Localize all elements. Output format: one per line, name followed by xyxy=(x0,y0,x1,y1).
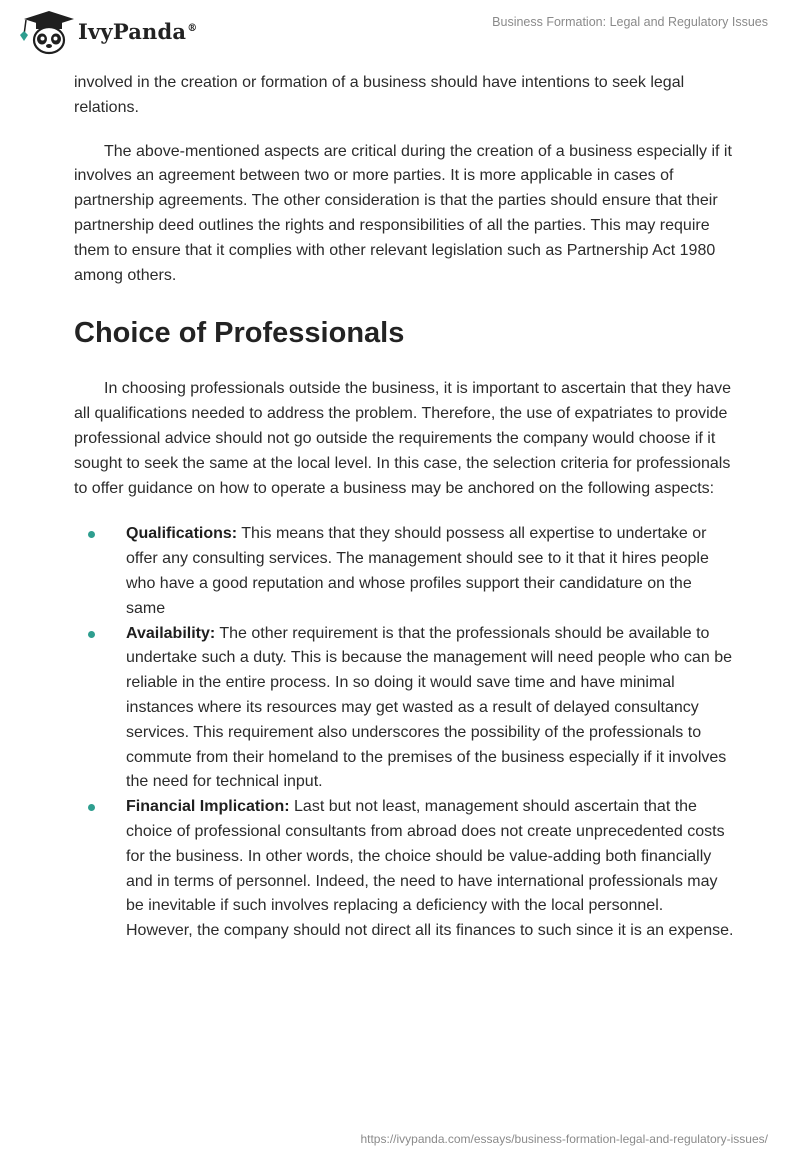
list-item-text: The other requirement is that the professionals should be available to undertake such a duty. This is because the management will need people who can be reliable in the entire process. In so doing it would save time and have minimal instances where its resources may get wasted as a result of delayed consultancy services. This requirement also underscores the possibility of the professionals to commute from their homeland to the premises of the business especially if it involves the need for technical input. xyxy=(126,624,733,791)
continuation-paragraph: involved in the creation or formation of a business should have intentions to seek legal relations. xyxy=(74,74,685,116)
list-item-term: Availability: xyxy=(126,624,216,642)
page-header xyxy=(0,0,800,70)
brand-name[interactable] xyxy=(78,19,197,44)
list-item-availability xyxy=(74,622,734,796)
brand-text: IvyPanda xyxy=(78,19,187,44)
list-item-term: Qualifications: xyxy=(126,525,238,543)
bullet-icon xyxy=(88,631,95,638)
bullet-icon xyxy=(88,531,95,538)
list-item-text: Last but not least, management should ascertain that the choice of professional consultants from abroad does not create unprecedented costs for the business. In other words, the choice should be value-adding both financially and in terms of personnel. Indeed, the need to have international professionals may be inevitable if such involves replacing a deficiency with the local personnel. However, the company should not direct all its finances to such since it is an expense. xyxy=(126,798,734,940)
paragraph-choosing-professionals: In choosing professionals outside the business, it is important to ascertain that they have all qualifications needed to address the problem. Therefore, the use of expatriates to provide professional advice should not go outside the requirements the company would choose if it sought to seek the same at the local level. In this case, the selection criteria for professionals to offer guidance on how to operate a business may be anchored on the following aspects: xyxy=(74,380,732,497)
list-item-financial-implication xyxy=(74,795,734,944)
section-heading: Choice of Professionals xyxy=(74,317,405,350)
registered-mark: ® xyxy=(187,23,198,34)
criteria-list xyxy=(74,522,734,944)
list-item-text: This means that they should possess all expertise to undertake or offer any consulting services. The management should see to it that it hires people who have a good reputation and whose profiles support their candidature on the same xyxy=(126,525,709,617)
paragraph-partnership: The above-mentioned aspects are critical during the creation of a business especially if it involves an agreement between two or more parties. It is more applicable in cases of partnership agreements. The other consideration is that the parties should ensure that their partnership deed outlines the rights and responsibilities of all the parties. This may require them to ensure that it complies with other relevant legislation such as Partnership Act 1980 among others. xyxy=(74,142,732,284)
panda-logo-icon[interactable] xyxy=(16,9,74,55)
source-url[interactable]: https://ivypanda.com/essays/business-formation-legal-and-regulatory-issues/ xyxy=(360,1132,768,1146)
bullet-icon xyxy=(88,804,95,811)
article-body xyxy=(74,71,734,944)
document-title: Business Formation: Legal and Regulatory Issues xyxy=(492,15,768,29)
list-item-term: Financial Implication: xyxy=(126,798,290,816)
list-item-qualifications xyxy=(74,522,734,621)
